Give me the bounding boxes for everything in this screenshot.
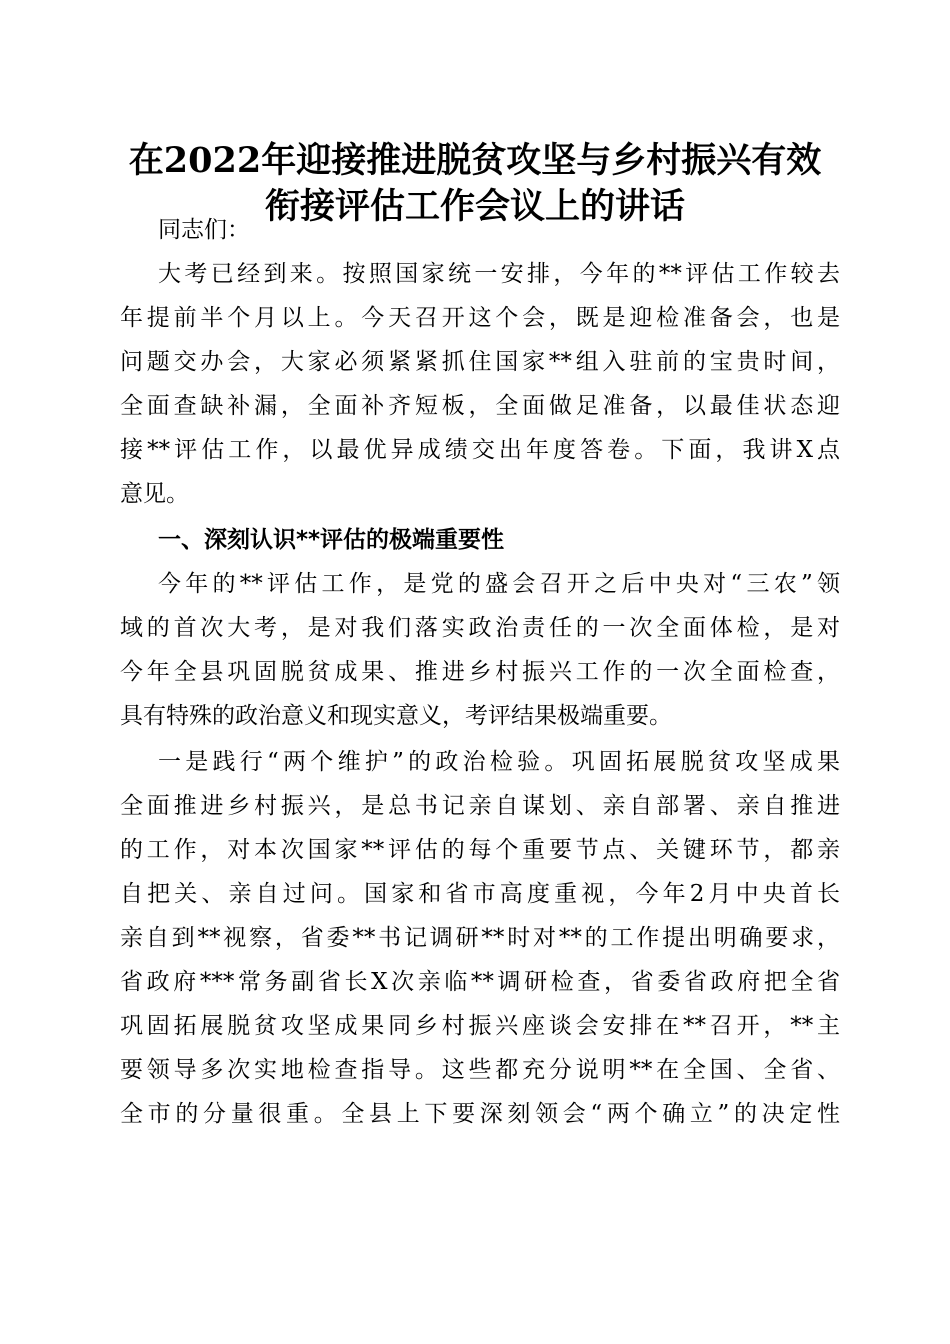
body-line: 问题交办会，大家必须紧紧抓住国家**组入驻前的宝贵时间， <box>120 349 840 375</box>
body-line: 一是践行“两个维护”的政治检验。巩固拓展脱贫攻坚成果 <box>158 749 840 775</box>
body-line: 意见。 <box>120 481 189 507</box>
body-line: 今年的**评估工作，是党的盛会召开之后中央对“三农”领 <box>158 571 840 597</box>
body-line: 今年全县巩固脱贫成果、推进乡村振兴工作的一次全面检查， <box>120 659 840 685</box>
body-line: 全市的分量很重。全县上下要深刻领会“两个确立”的决定性 <box>120 1101 840 1127</box>
body-line: 省政府***常务副省长X次亲临**调研检查，省委省政府把全省 <box>120 969 840 995</box>
body-line: 的工作，对本次国家**评估的每个重要节点、关键环节，都亲 <box>120 837 840 863</box>
body-line: 要领导多次实地检查指导。这些都充分说明**在全国、全省、 <box>120 1057 840 1083</box>
body-line: 接**评估工作，以最优异成绩交出年度答卷。下面，我讲X点 <box>120 437 840 463</box>
title-line-2: 衔接评估工作会议上的讲话 <box>264 186 685 227</box>
body-line: 大考已经到来。按照国家统一安排，今年的**评估工作较去 <box>158 261 840 287</box>
body-line: 自把关、亲自过问。国家和省市高度重视，今年2月中央首长 <box>120 881 840 907</box>
body-line: 全面推进乡村振兴，是总书记亲自谋划、亲自部署、亲自推进 <box>120 793 840 819</box>
body-line: 亲自到**视察，省委**书记调研**时对**的工作提出明确要求， <box>120 925 840 951</box>
body-line: 巩固拓展脱贫攻坚成果同乡村振兴座谈会安排在**召开，**主 <box>120 1013 840 1039</box>
body-line: 全面查缺补漏，全面补齐短板，全面做足准备，以最佳状态迎 <box>120 393 840 419</box>
body-line: 年提前半个月以上。今天召开这个会，既是迎检准备会，也是 <box>120 305 840 331</box>
body-line: 具有特殊的政治意义和现实意义，考评结果极端重要。 <box>120 703 672 729</box>
section-heading: 一、深刻认识**评估的极端重要性 <box>158 527 505 553</box>
body-line: 域的首次大考，是对我们落实政治责任的一次全面体检，是对 <box>120 615 840 641</box>
salutation: 同志们： <box>158 217 250 243</box>
title-line-1: 在2022年迎接推进脱贫攻坚与乡村振兴有效 <box>128 140 822 181</box>
